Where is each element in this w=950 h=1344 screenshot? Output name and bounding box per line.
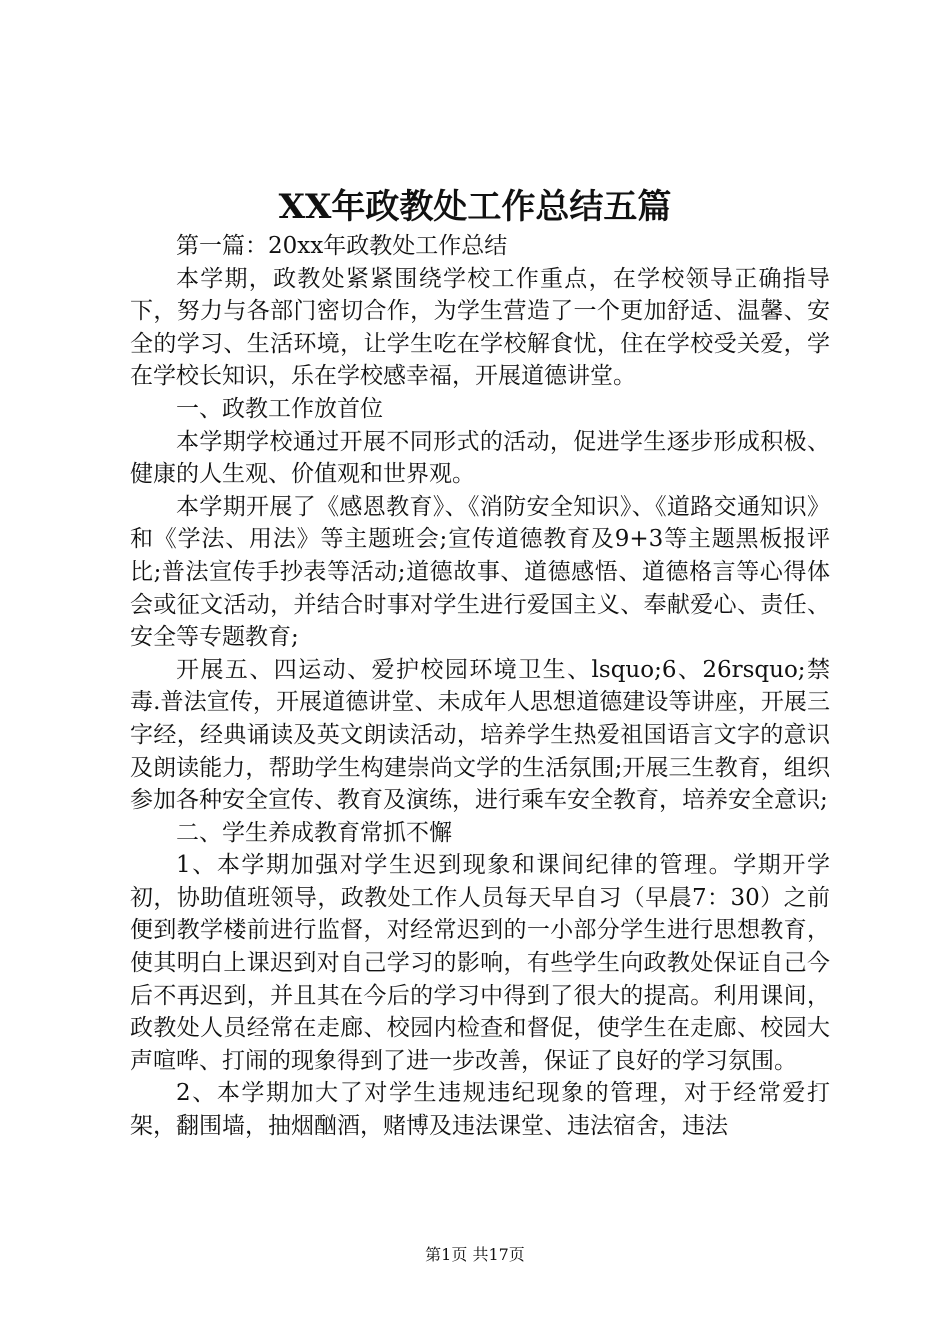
document-body xyxy=(130,230,830,1143)
paragraph: 1、本学期加强对学生迟到现象和课间纪律的管理。学期开学初，协助值班领导，政教处工作人员每天早自习（早晨7：30）之前便到教学楼前进行监督，对经常迟到的一小部分学生进行思想教育，使其明白上课迟到对自己学习的影响，有些学生向政教处保证自己今后不再迟到，并且其在今后的学习中得到了很大的提高。利用课间，政教处人员经常在走廊、校园内检查和督促，使学生在走廊、校园大声喧哗、打闹的现象得到了进一步改善，保证了良好的学习氛围。 xyxy=(130,852,830,1074)
page-footer: 第1页 共17页 xyxy=(425,1245,525,1264)
document-title: XX年政教处工作总结五篇 xyxy=(278,187,672,227)
paragraph: 本学期，政教处紧紧围绕学校工作重点，在学校领导正确指导下，努力与各部门密切合作，为学生营造了一个更加舒适、温馨、安全的学习、生活环境，让学生吃在学校解食忧，住在学校受关爱，学在学校长知识，乐在学校感幸福，开展道德讲堂。 xyxy=(130,265,830,390)
section-heading: 二、学生养成教育常抓不懈 xyxy=(176,819,452,846)
paragraph: 本学期开展了《感恩教育》、《消防安全知识》、《道路交通知识》和《学法、用法》等主题班会;宣传道德教育及9+3等主题黑板报评比;普法宣传手抄表等活动;道德故事、道德感悟、道德格言等心得体会或征文活动，并结合时事对学生进行爱国主义、奉献爱心、责任、安全等专题教育; xyxy=(130,493,830,651)
paragraph: 开展五、四运动、爱护校园环境卫生、lsquo;6、26rsquo;禁毒.普法宣传，开展道德讲堂、未成年人思想道德建设等讲座，开展三字经，经典诵读及英文朗读活动，培养学生热爱祖国语言文字的意识及朗读能力，帮助学生构建崇尚文学的生活氛围;开展三生教育，组织参加各种安全宣传、教育及演练，进行乘车安全教育，培养安全意识; xyxy=(130,656,830,814)
paragraph: 本学期学校通过开展不同形式的活动，促进学生逐步形成积极、健康的人生观、价值观和世界观。 xyxy=(130,428,830,488)
section-heading: 第一篇：20xx年政教处工作总结 xyxy=(176,233,508,259)
section-heading: 一、政教工作放首位 xyxy=(176,395,383,422)
paragraph: 2、本学期加大了对学生违规违纪现象的管理，对于经常爱打架，翻围墙，抽烟酗酒，赌博及违法课堂、违法宿舍，违法 xyxy=(130,1080,830,1140)
